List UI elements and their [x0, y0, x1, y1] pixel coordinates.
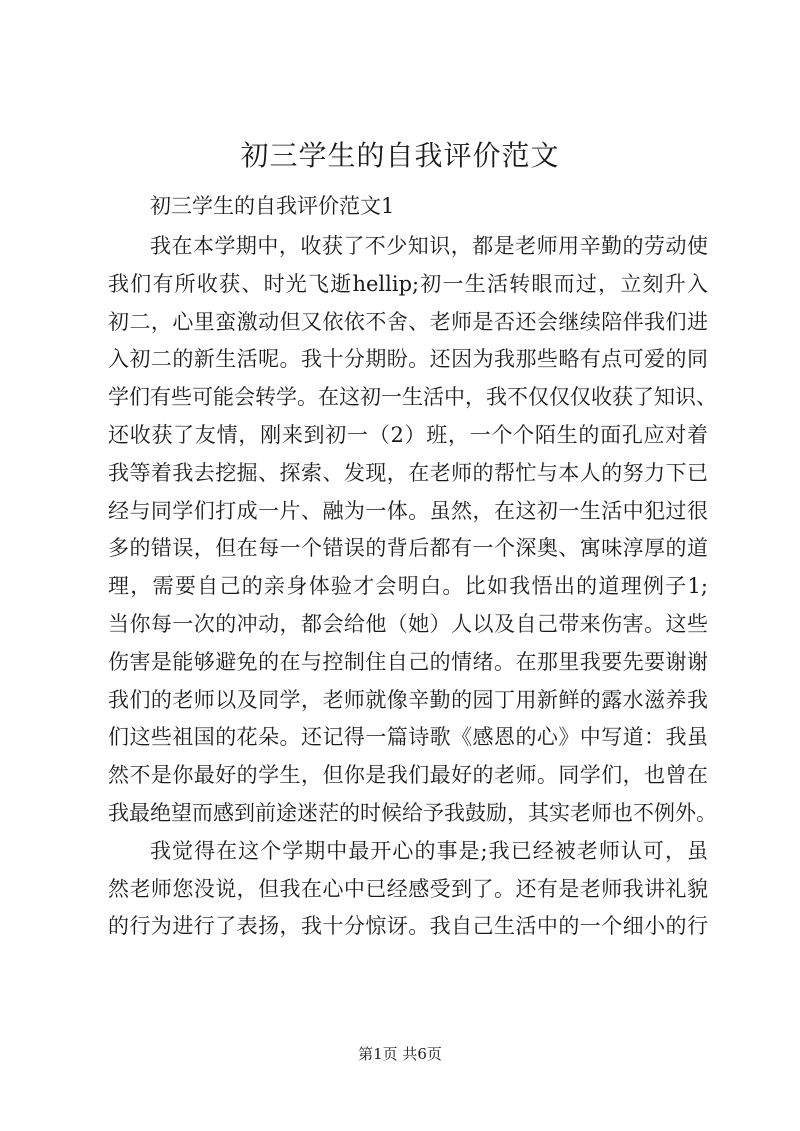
text-line: 的行为进行了表扬，我十分惊讶。我自己生活中的一个细小的行 — [108, 914, 708, 939]
text-line: 我最绝望而感到前途迷茫的时候给予我鼓励，其实老师也不例外。 — [108, 800, 717, 825]
text-line: 还收获了友情，刚来到初一（2）班，一个个陌生的面孔应对着 — [108, 422, 708, 447]
document-body — [108, 228, 717, 946]
text-line: 们这些祖国的花朵。还记得一篇诗歌《感恩的心》中写道：我虽 — [108, 725, 708, 750]
text-line: 然老师您没说，但我在心中已经感受到了。还有是老师我讲礼貌 — [108, 876, 708, 901]
text-line: 学们有些可能会转学。在这初一生活中，我不仅仅仅收获了知识、 — [108, 385, 717, 410]
text-line: 多的错误，但在每一个错误的背后都有一个深奥、寓味淳厚的道 — [108, 536, 708, 561]
text-line: 当你每一次的冲动，都会给他（她）人以及自己带来伤害。这些 — [108, 611, 708, 636]
document-subtitle: 初三学生的自我评价范文1 — [150, 194, 395, 218]
text-line: 初二，心里蛮激动但又依依不舍、老师是否还会继续陪伴我们进 — [108, 309, 708, 334]
text-line: 入初二的新生活呢。我十分期盼。还因为我那些略有点可爱的同 — [108, 347, 708, 372]
text-line: 我在本学期中，收获了不少知识，都是老师用辛勤的劳动使 — [150, 234, 708, 258]
text-line: 伤害是能够避免的在与控制住自己的情绪。在那里我要先要谢谢 — [108, 649, 708, 674]
text-line: 然不是你最好的学生，但你是我们最好的老师。同学们，也曾在 — [108, 763, 708, 788]
text-line: 经与同学们打成一片、融为一体。虽然，在这初一生活中犯过很 — [108, 498, 708, 523]
text-line: 我觉得在这个学期中最开心的事是;我已经被老师认可，虽 — [150, 838, 708, 863]
paragraph-1 — [108, 228, 717, 833]
text-line: 理，需要自己的亲身体验才会明白。比如我悟出的道理例子1; — [108, 574, 708, 599]
page-footer: 第1页 共6页 — [358, 1045, 442, 1063]
paragraph-2 — [108, 833, 708, 946]
text-line: 我等着我去挖掘、探索、发现，在老师的帮忙与本人的努力下已 — [108, 460, 708, 485]
text-line: 我们有所收获、时光飞逝hellip;初一生活转眼而过，立刻升入 — [108, 271, 708, 296]
document-title: 初三学生的自我评价范文 — [240, 139, 560, 172]
text-line: 我们的老师以及同学，老师就像辛勤的园丁用新鲜的露水滋养我 — [108, 687, 708, 712]
